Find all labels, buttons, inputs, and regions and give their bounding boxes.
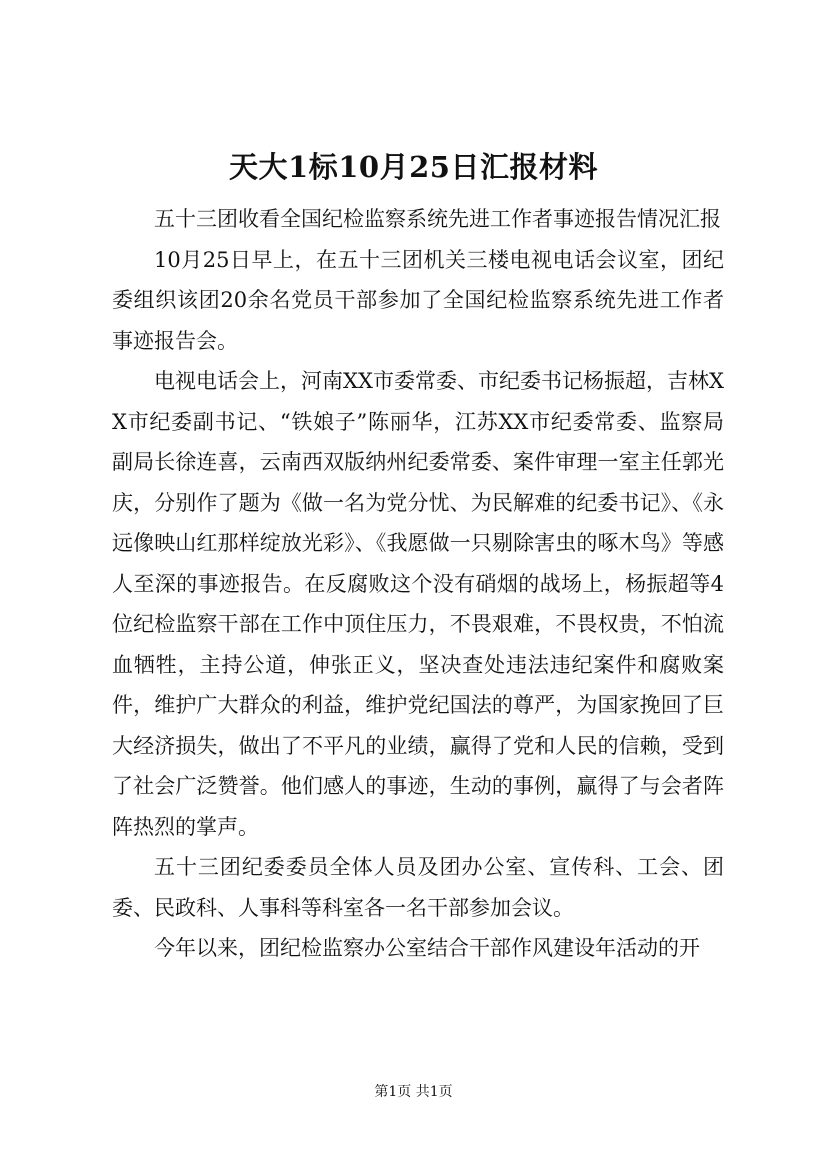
document-title: 天大1标10月25日汇报材料 <box>229 150 598 184</box>
page-number-footer: 第1页 共1页 <box>374 1084 453 1100</box>
paragraph-work-summary: 今年以来，团纪检监察办公室结合干部作风建设年活动的开 <box>154 936 700 960</box>
paragraph-report-heading: 五十三团收看全国纪检监察系统先进工作者事迹报告情况汇报 <box>154 207 721 231</box>
paragraph-attendees: 五十三团纪委委员全体人员及团办公室、宣传科、工会、团委、民政科、人事科等科室各一名干部参加会议。 <box>112 855 724 920</box>
paragraph-meeting-content: 电视电话会上，河南XX市委常委、市纪委书记杨振超，吉林XX市纪委副书记、“铁娘子”陈丽华，江苏XX市纪委常委、监察局副局长徐连喜，云南西双版纳州纪委常委、案件审理一室主任郭光庆，分别作了题为《做一名为党分忧、为民解难的纪委书记》、《永远像映山红那样绽放光彩》、《我愿做一只剔除害虫的啄木鸟》等感人至深的事迹报告。在反腐败这个没有硝烟的战场上，杨振超等4位纪检监察干部在工作中顶住压力，不畏艰难，不畏权贵，不怕流血牺牲，主持公道，伸张正义，坚决查处违法违纪案件和腐败案件，维护广大群众的利益，维护党纪国法的尊严，为国家挽回了巨大经济损失，做出了不平凡的业绩，赢得了党和人民的信赖，受到了社会广泛赞誉。他们感人的事迹，生动的事例，赢得了与会者阵阵热烈的掌声。 <box>112 369 724 839</box>
document-body <box>112 199 724 969</box>
paragraph-meeting-intro: 10月25日早上，在五十三团机关三楼电视电话会议室，团纪委组织该团20余名党员干部参加了全国纪检监察系统先进工作者事迹报告会。 <box>112 247 724 353</box>
